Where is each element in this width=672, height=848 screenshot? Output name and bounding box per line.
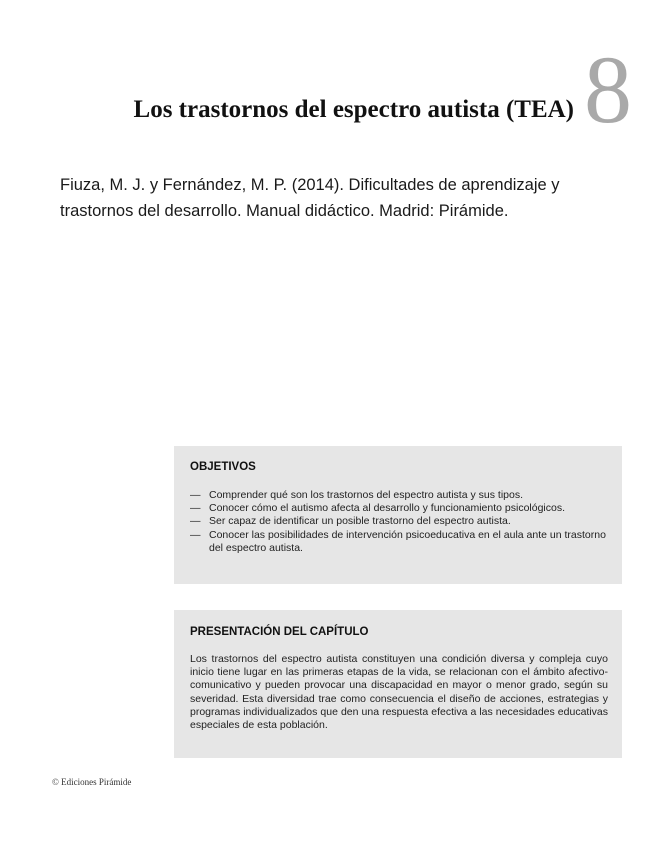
presentacion-heading: PRESENTACIÓN DEL CAPÍTULO <box>190 626 369 638</box>
chapter-title: Los trastornos del espectro autista (TEA) <box>133 96 574 123</box>
objetivo-text: Ser capaz de identificar un posible trastorno del espectro autista. <box>209 515 511 528</box>
list-item <box>190 529 608 555</box>
list-item <box>190 489 608 502</box>
dash-bullet: — <box>190 515 201 528</box>
citation-line-1: Fiuza, M. J. y Fernández, M. P. (2014). Dificultades de aprendizaje y <box>60 176 560 194</box>
citation <box>60 172 620 224</box>
citation-line-2: trastornos del desarrollo. Manual didáctico. Madrid: Pirámide. <box>60 202 509 220</box>
list-item <box>190 515 608 528</box>
presentacion-text: Los trastornos del espectro autista constituyen una condición diversa y compleja cuyo inicio tiene lugar en las primeras etapas de la vida, se relacionan con el ámbito afectivo-comunicativo y pueden provocar una discapacidad en mayor o menor grado, según su severidad. Esta diversidad trae como consecuencia el diseño de acciones, estrategias y programas individualizados que den una respuesta efectiva a las necesidades educativas especiales de esta población. <box>190 653 608 732</box>
objetivos-list <box>190 489 608 555</box>
dash-bullet: — <box>190 528 201 541</box>
objetivo-text: Conocer cómo el autismo afecta al desarrollo y funcionamiento psicológicos. <box>209 502 566 515</box>
objetivos-heading: OBJETIVOS <box>190 461 256 473</box>
chapter-number: 8 <box>584 36 632 143</box>
dash-bullet: — <box>190 502 201 515</box>
objetivos-box <box>174 446 622 584</box>
footer-copyright: © Ediciones Pirámide <box>52 777 132 787</box>
objetivo-text: Comprender qué son los trastornos del espectro autista y sus tipos. <box>209 489 523 501</box>
presentacion-box <box>174 610 622 758</box>
dash-bullet: — <box>190 489 201 501</box>
objetivo-text: Conocer las posibilidades de intervención psicoeducativa en el aula ante un trastorno del espectro autista. <box>209 528 606 554</box>
list-item <box>190 502 608 515</box>
